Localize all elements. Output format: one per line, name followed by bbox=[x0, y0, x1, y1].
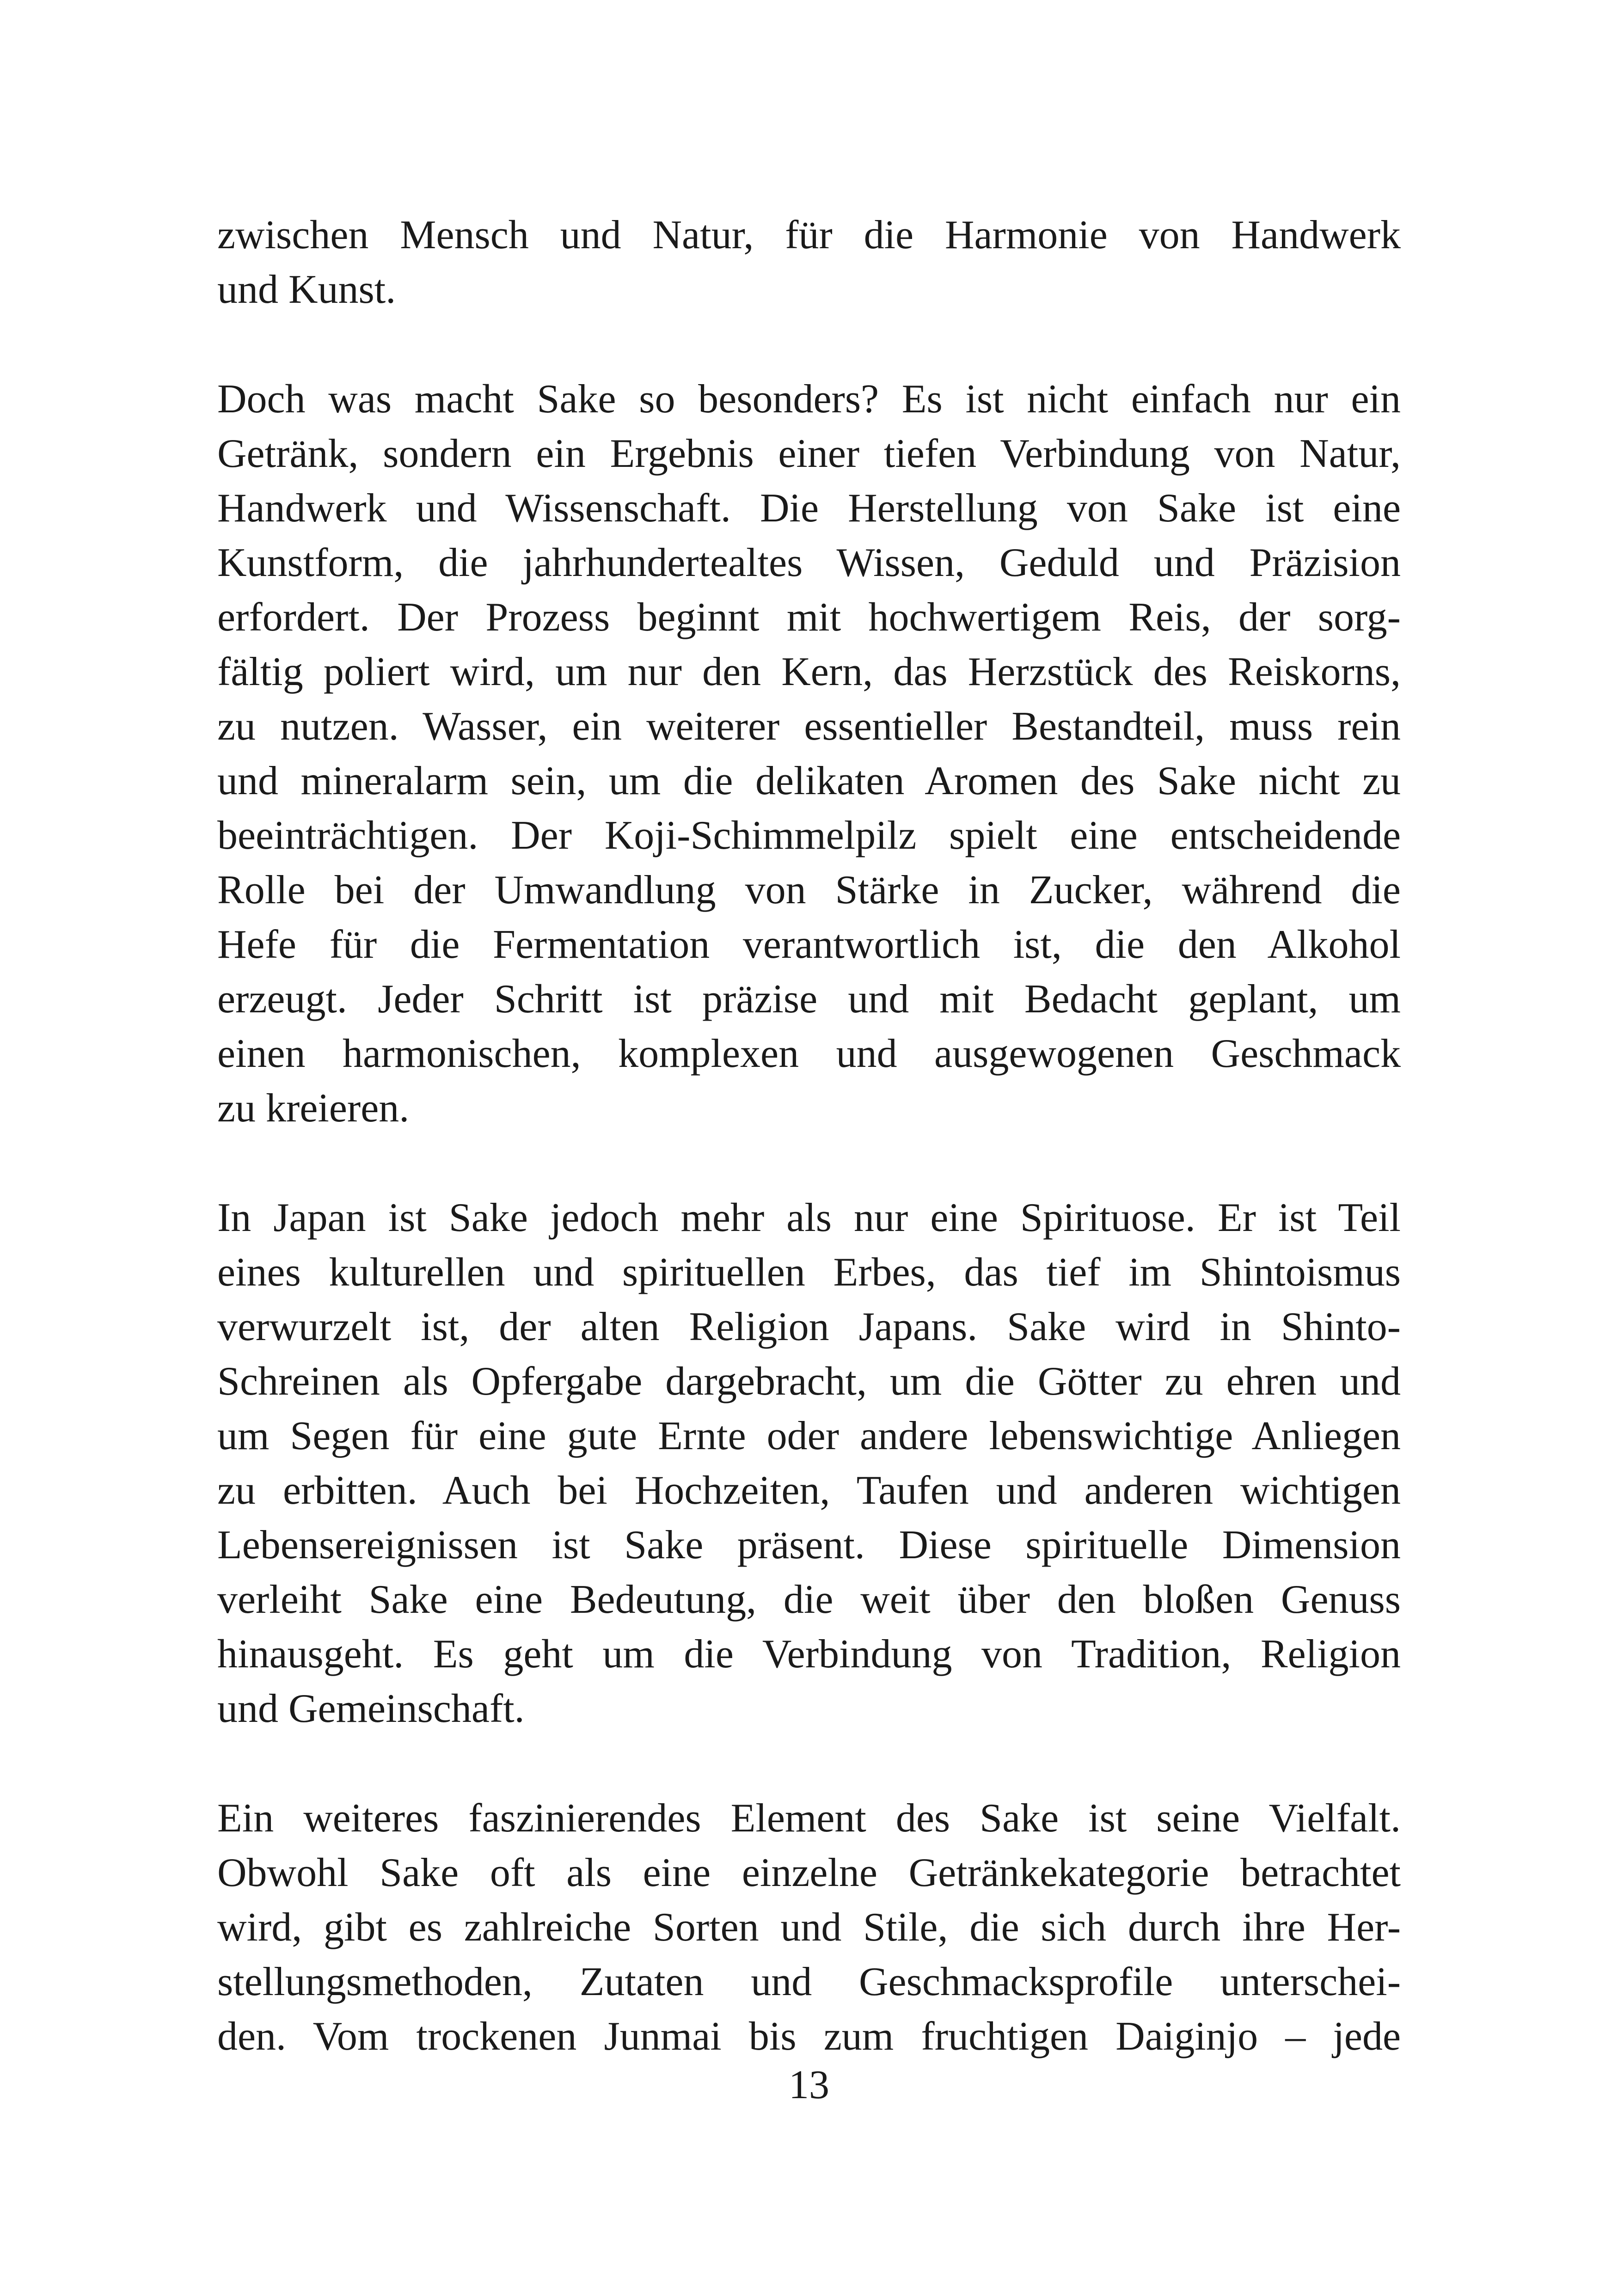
page-number: 13 bbox=[789, 2063, 829, 2107]
text-line: zu nutzen. Wasser, ein weiterer essentieller Bestandteil, muss rein bbox=[217, 704, 1401, 749]
text-line: verleiht Sake eine Bedeutung, die weit über den bloßen Genuss bbox=[217, 1577, 1401, 1622]
text-line: In Japan ist Sake jedoch mehr als nur eine Spirituose. Er ist Teil bbox=[217, 1195, 1401, 1240]
text-line: Ein weiteres faszinierendes Element des Sake ist seine Vielfalt. bbox=[217, 1796, 1401, 1841]
text-line: wird, gibt es zahlreiche Sorten und Stile, die sich durch ihre Her- bbox=[217, 1905, 1401, 1950]
text-line: Lebensereignissen ist Sake präsent. Diese spirituelle Dimension bbox=[217, 1523, 1401, 1567]
text-line: stellungsmethoden, Zutaten und Geschmacksprofile unterschei- bbox=[217, 1959, 1401, 2004]
text-line: hinausgeht. Es geht um die Verbindung von Tradition, Religion bbox=[217, 1632, 1401, 1677]
text-line: erfordert. Der Prozess beginnt mit hochwertigem Reis, der sorg- bbox=[217, 595, 1401, 640]
text-line: den. Vom trockenen Junmai bis zum fruchtigen Daiginjo – jede bbox=[217, 2014, 1401, 2059]
text-line: Hefe für die Fermentation verantwortlich ist, die den Alkohol bbox=[217, 922, 1401, 967]
text-line: Doch was macht Sake so besonders? Es ist nicht einfach nur ein bbox=[217, 377, 1401, 422]
text-line: zu kreieren. bbox=[217, 1086, 410, 1131]
text-line: zu erbitten. Auch bei Hochzeiten, Taufen und anderen wichtigen bbox=[217, 1468, 1401, 1513]
paragraph-gap bbox=[217, 1736, 1401, 1791]
paragraph bbox=[217, 1791, 1401, 2064]
text-line: um Segen für eine gute Ernte oder andere lebenswichtige Anliegen bbox=[217, 1414, 1401, 1458]
text-line: und Kunst. bbox=[217, 267, 396, 312]
text-line: und Gemeinschaft. bbox=[217, 1686, 525, 1731]
text-line: Kunstform, die jahrhundertealtes Wissen, Geduld und Präzision bbox=[217, 540, 1401, 585]
text-line: einen harmonischen, komplexen und ausgewogenen Geschmack bbox=[217, 1031, 1401, 1076]
text-line: verwurzelt ist, der alten Religion Japans. Sake wird in Shinto- bbox=[217, 1304, 1401, 1349]
text-line: beeinträchtigen. Der Koji-Schimmelpilz spielt eine entscheidende bbox=[217, 813, 1401, 858]
body-text bbox=[217, 208, 1401, 2064]
text-line: erzeugt. Jeder Schritt ist präzise und mit Bedacht geplant, um bbox=[217, 977, 1401, 1022]
text-line: Getränk, sondern ein Ergebnis einer tiefen Verbindung von Natur, bbox=[217, 431, 1401, 476]
paragraph bbox=[217, 208, 1401, 317]
paragraph-gap bbox=[217, 317, 1401, 372]
text-line: fältig poliert wird, um nur den Kern, das Herzstück des Reiskorns, bbox=[217, 649, 1401, 694]
text-line: Obwohl Sake oft als eine einzelne Getränkekategorie betrachtet bbox=[217, 1850, 1401, 1895]
text-line: zwischen Mensch und Natur, für die Harmonie von Handwerk bbox=[217, 213, 1401, 257]
text-line: Rolle bei der Umwandlung von Stärke in Zucker, während die bbox=[217, 868, 1401, 912]
text-line: Handwerk und Wissenschaft. Die Herstellung von Sake ist eine bbox=[217, 486, 1401, 531]
text-line: Schreinen als Opfergabe dargebracht, um die Götter zu ehren und bbox=[217, 1359, 1401, 1404]
paragraph bbox=[217, 372, 1401, 1136]
paragraph-gap bbox=[217, 1136, 1401, 1191]
text-line: eines kulturellen und spirituellen Erbes, das tief im Shintoismus bbox=[217, 1250, 1401, 1295]
paragraph bbox=[217, 1191, 1401, 1736]
text-line: und mineralarm sein, um die delikaten Aromen des Sake nicht zu bbox=[217, 759, 1401, 803]
